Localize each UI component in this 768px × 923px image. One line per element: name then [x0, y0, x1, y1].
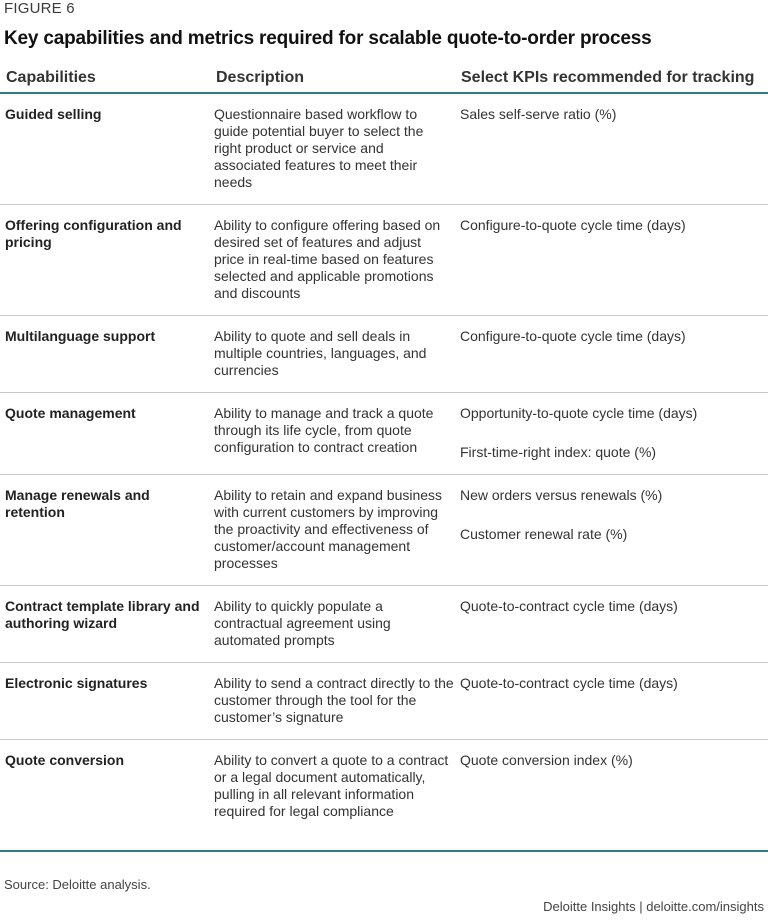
kpi-cell	[460, 405, 760, 461]
kpi-item: Quote conversion index (%)	[460, 752, 633, 768]
source-note: Source: Deloitte analysis.	[4, 877, 151, 892]
header-description: Description	[216, 69, 305, 86]
description-cell: Ability to quickly populate a contractual agreement using automated prompts	[214, 598, 391, 648]
table-row	[0, 586, 768, 663]
capability-cell: Quote conversion	[5, 752, 125, 768]
description-cell: Ability to retain and expand business with current customers by improving the proactivity and effectiveness of customer/account management processes	[214, 487, 443, 571]
kpi-item: Opportunity-to-quote cycle time (days)	[460, 405, 698, 421]
table-header	[0, 66, 768, 94]
capability-cell: Multilanguage support	[5, 328, 156, 344]
kpi-item: New orders versus renewals (%)	[460, 487, 663, 503]
description-cell: Ability to quote and sell deals in multiple countries, languages, and currencies	[214, 328, 427, 378]
capability-cell: Quote management	[5, 405, 136, 421]
table-row	[0, 740, 768, 852]
table-row	[0, 205, 768, 316]
kpi-cell	[460, 487, 760, 543]
kpi-item: Quote-to-contract cycle time (days)	[460, 675, 678, 691]
table-row	[0, 316, 768, 393]
kpi-item: First-time-right index: quote (%)	[460, 444, 657, 460]
capability-cell: Guided selling	[5, 106, 102, 122]
header-kpis: Select KPIs recommended for tracking	[461, 69, 755, 86]
description-cell: Ability to configure offering based on desired set of features and adjust price in real-time based on features selected and applicable promotions and discounts	[214, 217, 441, 301]
kpi-cell	[460, 106, 760, 123]
page-title: Key capabilities and metrics required for scalable quote-to-order process	[4, 28, 652, 49]
kpi-item: Customer renewal rate (%)	[460, 526, 628, 542]
kpi-cell	[460, 675, 760, 692]
kpi-item: Configure-to-quote cycle time (days)	[460, 217, 686, 233]
description-cell: Ability to manage and track a quote through its life cycle, from quote configuration to contract creation	[214, 405, 434, 455]
capability-cell: Offering configuration and pricing	[5, 217, 182, 250]
kpi-item: Quote-to-contract cycle time (days)	[460, 598, 678, 614]
table-row	[0, 393, 768, 475]
kpi-item: Sales self-serve ratio (%)	[460, 106, 617, 122]
kpi-cell	[460, 752, 760, 769]
capability-cell: Contract template library and authoring wizard	[5, 598, 200, 631]
table-row	[0, 475, 768, 586]
table-row	[0, 94, 768, 205]
description-cell: Ability to convert a quote to a contract or a legal document automatically, pulling in all relevant information required for legal compliance	[214, 752, 449, 819]
table-row	[0, 663, 768, 740]
kpi-cell	[460, 217, 760, 234]
kpi-cell	[460, 328, 760, 345]
description-cell: Questionnaire based workflow to guide potential buyer to select the right product or service and associated features to meet their needs	[214, 106, 424, 190]
footer-credit: Deloitte Insights | deloitte.com/insights	[543, 899, 764, 914]
kpi-cell	[460, 598, 760, 615]
kpi-item: Configure-to-quote cycle time (days)	[460, 328, 686, 344]
figure-label: FIGURE 6	[4, 0, 75, 17]
description-cell: Ability to send a contract directly to the customer through the tool for the customer’s signature	[214, 675, 454, 725]
capability-cell: Manage renewals and retention	[5, 487, 150, 520]
header-capabilities: Capabilities	[6, 69, 96, 86]
capability-cell: Electronic signatures	[5, 675, 148, 691]
